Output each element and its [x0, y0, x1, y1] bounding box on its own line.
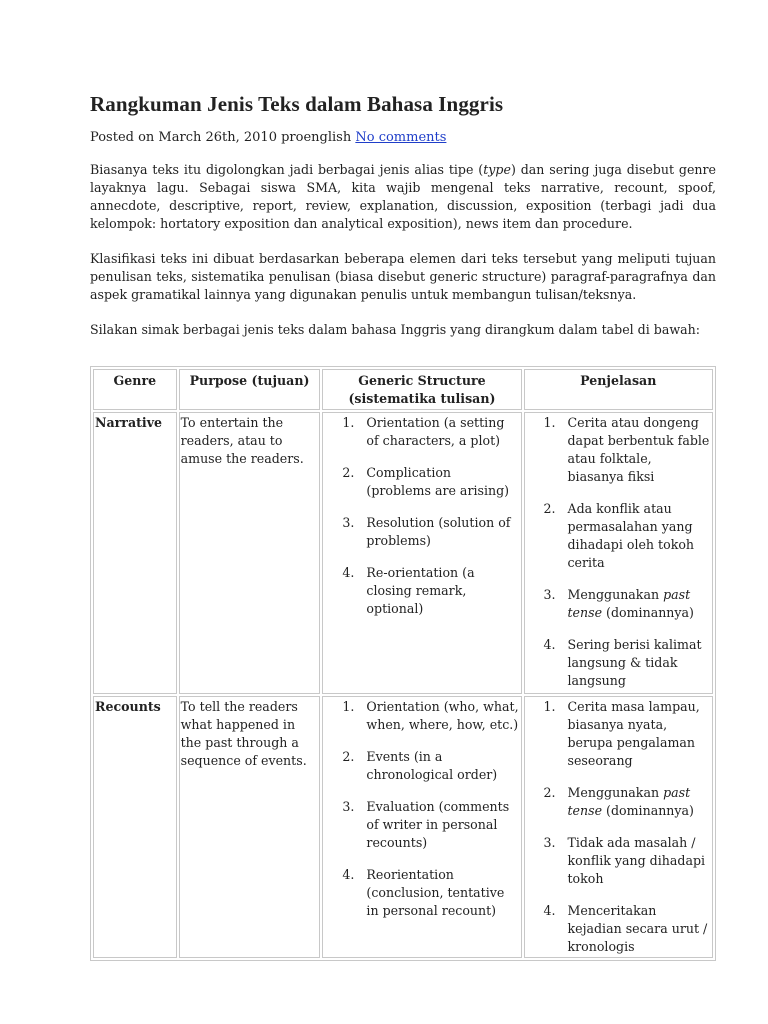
- header-structure: Generic Structure (sistematika tulisan): [322, 369, 521, 410]
- explanation-list: [526, 414, 712, 690]
- purpose-cell: To tell the readers what happened in the past through a sequence of events.: [179, 696, 321, 958]
- header-purpose: Purpose (tujuan): [179, 369, 321, 410]
- structure-cell: [322, 412, 521, 694]
- table-row-narrative: [93, 412, 713, 694]
- structure-list: [324, 414, 519, 618]
- list-item: 2. Menggunakan past tense (dominannya): [543, 785, 694, 818]
- comments-link[interactable]: No comments: [355, 130, 447, 145]
- post-meta: [90, 129, 716, 147]
- posted-info: Posted on March 26th, 2010 proenglish: [90, 130, 352, 145]
- list-item: 1. Cerita atau dongeng dapat berbentuk fable atau folktale, biasanya fiksi: [543, 415, 710, 484]
- article: [90, 92, 716, 954]
- header-genre: Genre: [93, 369, 177, 410]
- purpose-cell: To entertain the readers, atau to amuse the readers.: [179, 412, 321, 694]
- list-item: 4. Reorientation (conclusion, tentative in personal recount): [342, 867, 505, 918]
- type-emphasis: type: [483, 162, 511, 177]
- genre-cell: Narrative: [93, 412, 177, 694]
- list-item: 4. Re-orientation (a closing remark, optional): [342, 565, 475, 616]
- table-row-recounts: [93, 696, 713, 958]
- structure-cell: [322, 696, 521, 958]
- list-item: 2. Complication (problems are arising): [342, 465, 510, 498]
- classification-paragraph: Klasifikasi teks ini dibuat berdasarkan beberapa elemen dari teks tersebut yang meliputi tujuan penulisan teks, sistematika penulisan (biasa disebut generic structure) paragraf-paragrafnya dan aspek gramatikal lainnya yang digunakan penulis untuk membangun tulisan/teksnya.: [90, 251, 716, 302]
- list-item: 3. Tidak ada masalah / konflik yang dihadapi tokoh: [543, 835, 706, 886]
- list-item: 2. Events (in a chronological order): [342, 749, 498, 782]
- list-item: 2. Ada konflik atau permasalahan yang dihadapi oleh tokoh cerita: [543, 501, 695, 570]
- table-header-row: [93, 369, 713, 410]
- genre-cell: Recounts: [93, 696, 177, 958]
- header-explanation: Penjelasan: [524, 369, 714, 410]
- intro-paragraph: Biasanya teks itu digolongkan jadi berbagai jenis alias tipe (type) dan sering juga disebut genre layaknya lagu. Sebagai siswa SMA, kita wajib mengenal teks narrative, recount, spoof, annecdote, descriptive, report, review, explanation, discussion, exposition (terbagi jadi dua kelompok: hortatory exposition dan analytical exposition), news item dan procedure.: [90, 162, 716, 231]
- explanation-list: [526, 698, 712, 956]
- explanation-cell: [524, 696, 714, 958]
- genre-table: [90, 366, 716, 961]
- list-item: 1. Orientation (a setting of characters, a plot): [342, 415, 505, 448]
- list-item: 4. Sering berisi kalimat langsung & tidak langsung: [543, 637, 702, 688]
- structure-list: [324, 698, 519, 920]
- list-item: 4. Menceritakan kejadian secara urut / kronologis: [543, 903, 708, 954]
- list-item: 1. Cerita masa lampau, biasanya nyata, berupa pengalaman seseorang: [543, 699, 700, 768]
- list-item: 1. Orientation (who, what, when, where, how, etc.): [342, 699, 519, 732]
- list-item: 3. Menggunakan past tense (dominannya): [543, 587, 694, 620]
- table-intro-paragraph: Silakan simak berbagai jenis teks dalam bahasa Inggris yang dirangkum dalam tabel di bawah:: [90, 322, 700, 337]
- list-item: 3. Resolution (solution of problems): [342, 515, 511, 548]
- list-item: 3. Evaluation (comments of writer in personal recounts): [342, 799, 510, 850]
- page-title: Rangkuman Jenis Teks dalam Bahasa Inggris: [90, 92, 504, 116]
- explanation-cell: [524, 412, 714, 694]
